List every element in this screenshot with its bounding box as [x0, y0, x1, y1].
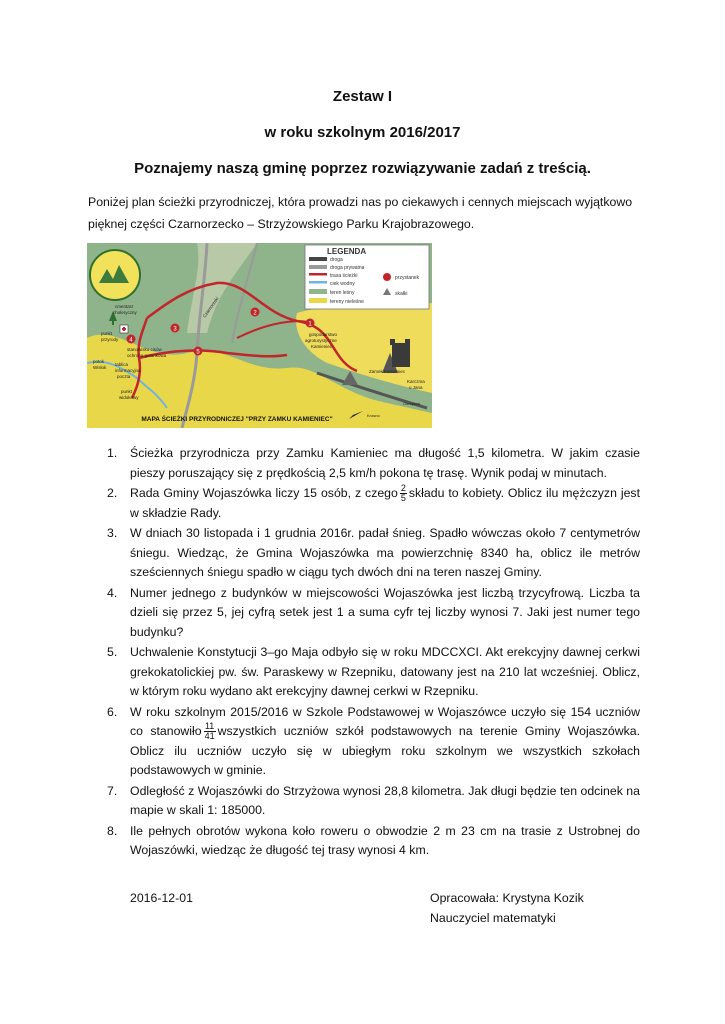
legend-swatch-open-land — [309, 298, 327, 303]
task-item — [0, 484, 640, 523]
footer-role: Nauczyciel matematyki — [430, 911, 556, 925]
legend-swatch-trail — [309, 273, 327, 276]
castle-tower-icon-2 — [405, 339, 410, 345]
intro-paragraph — [88, 191, 640, 235]
task-list — [0, 444, 640, 862]
legend-swatch-forest — [309, 289, 327, 294]
task-item — [0, 643, 640, 702]
label-view-2: widokowy — [119, 395, 139, 400]
stop-marker-1-label: 1 — [308, 321, 312, 328]
footer-date: 2016-12-01 — [130, 891, 193, 905]
label-school: punkt — [101, 331, 113, 336]
fraction-denominator: 41 — [204, 731, 215, 742]
label-school-2: przyrody — [101, 337, 119, 342]
footer-author: Opracowała: Krystyna Kozik — [430, 891, 584, 905]
task-text — [117, 484, 640, 523]
task-number: 8. — [107, 823, 118, 838]
legend-swatch-stream — [309, 281, 327, 284]
task-text-before: Rada Gminy Wojaszówka liczy 15 osób, z czego — [130, 486, 398, 500]
task-text-after: wszystkich uczniów szkół podstawowych na terenie Gminy Wojaszówka. Oblicz ilu uczniów uczyło się w ubiegłym roku szkolnym we wszystkich szkołach podstawowych w gminie. — [130, 724, 640, 777]
legend-label-private-road: droga prywatna — [330, 265, 365, 271]
title-topic: Poznajemy naszą gminę poprzez rozwiązywanie zadań z treścią. — [134, 160, 591, 177]
task-item — [0, 444, 640, 483]
label-castle: Zamek Kamieniec — [369, 369, 406, 374]
task-text — [117, 703, 640, 781]
legend-label-stream: ciek wodny — [330, 281, 355, 287]
task-text: Ścieżka przyrodnicza przy Zamku Kamieniec ma długość 1,5 kilometra. W jakim czasie pieszy poruszający się z prędkością 2,5 km/h pokona tę trasę. Wynik podaj w minutach. — [130, 446, 640, 480]
label-farm-2: agroturystyczne — [305, 338, 337, 343]
task-item — [0, 822, 640, 861]
task-text-before: W roku szkolnym 2015/2016 w Szkole Podstawowej w Wojaszówce uczyło się 154 uczniów co stanowiło — [130, 704, 640, 738]
legend-label-stop: przystanek — [395, 275, 420, 281]
task-text: Numer jednego z budynków w miejscowości Wojaszówka jest liczbą trzycyfrową. Liczba ta dzieli się przez 5, jej cyfrą setek jest 1 a suma cyfr tej liczby wynosi 7. Jaki jest numer tego budynku? — [130, 585, 640, 639]
task-number: 5. — [107, 645, 118, 659]
label-stream-2: Wisłok — [93, 365, 107, 370]
legend-label-open-land: tereny nieleśne — [330, 299, 364, 305]
label-farm: gospodarstwo — [309, 332, 338, 337]
task-number: 6. — [107, 704, 118, 719]
stop-marker-3-label: 3 — [173, 326, 177, 333]
task-item — [0, 584, 640, 643]
label-farm-3: Kamieniec — [311, 344, 333, 349]
legend-label-rocks: skałki — [395, 291, 408, 297]
task-item — [0, 782, 640, 821]
task-item — [0, 524, 640, 583]
trail-map-drawing — [87, 243, 432, 428]
label-tree: tablica — [115, 362, 129, 367]
task-item — [0, 703, 640, 781]
task-number: 1. — [107, 446, 118, 460]
intro-line-2: pięknej części Czarnorzecko – Strzyżowskiego Parku Krajobrazowego. — [88, 217, 475, 231]
fraction-denominator: 5 — [400, 493, 406, 504]
label-stand: stanowisko cisów — [127, 347, 162, 352]
label-stand-2: ochrona gatunkowa — [127, 353, 167, 358]
task-text-after: składu to kobiety. Oblicz ilu mężczyzn jest w składzie Rady. — [130, 486, 640, 520]
label-tree-2: informacyjna — [115, 368, 141, 373]
task-text: Uchwalenie Konstytucji 3–go Maja odbyło się w roku MDCCXCI. Akt erekcyjny dawnej cerkwi grekokatolickiej pw. św. Paraskewy w Rzepniku, datowany jest na 210 lat wcześniej. Oblicz, w którym roku wydano akt erekcyjny dawnej cerkwi w Rzepniku. — [130, 645, 640, 698]
fraction-numerator: 2 — [400, 483, 406, 494]
task-text: Ile pełnych obrotów wykona koło roweru o obwodzie 2 m 23 cm na trasie z Ustrobnej do Wojaszówki, wiedząc że długość tej trasy wynosi 4 km. — [130, 823, 640, 857]
legend-title: LEGENDA — [327, 247, 367, 256]
legend-label-road: droga — [330, 257, 343, 263]
title-set: Zestaw I — [332, 88, 393, 105]
castle-tower-icon — [390, 339, 395, 345]
task-text: Odległość z Wojaszówki do Strzyżowa wynosi 28,8 kilometra. Jak długi będzie ten odcinek na mapie w skali 1: 185000. — [130, 783, 640, 817]
trail-map — [87, 243, 432, 428]
stop-marker-2-label: 2 — [253, 310, 257, 317]
task-number: 2. — [107, 486, 118, 500]
stop-marker-5-label: 5 — [196, 349, 200, 356]
fraction — [400, 484, 407, 503]
stop-marker-4-label: 4 — [129, 337, 133, 344]
label-inn: Karczma — [407, 379, 425, 384]
legend-swatch-road — [309, 257, 327, 261]
label-view: punkt — [121, 389, 133, 394]
fraction — [204, 722, 216, 741]
task-text: W dniach 30 listopada i 1 grudnia 2016r. padał śnieg. Spadło wówczas około 7 centymetrów śniegu. Wiedząc, że Gmina Wojaszówka ma powierzchnię 8340 ha, oblicz ile metrów sześciennych śniegu spadło w ciągu tych dwóch dni na teren naszej Gminy. — [130, 526, 640, 579]
title-year: w roku szkolnym 2016/2017 — [264, 124, 461, 141]
label-tree-3: poczta — [117, 374, 131, 379]
legend-stop-icon — [383, 273, 391, 281]
legend-label-trail: trasa ścieżki — [330, 273, 358, 279]
label-road-north: Czarnorzeki — [201, 296, 220, 319]
intro-line-1: Poniżej plan ścieżki przyrodniczej, która prowadzi nas po ciekawych i cennych miejscach wyjątkowo — [88, 195, 633, 209]
task-number: 4. — [107, 585, 118, 600]
fraction-numerator: 11 — [204, 721, 215, 732]
label-stream: potok — [93, 359, 105, 364]
footer-signature — [430, 888, 584, 928]
legend-label-forest: teren leśny — [330, 290, 355, 296]
task-number: 7. — [107, 783, 118, 798]
legend-swatch-private-road — [309, 265, 327, 269]
label-cemetery: cmentarz — [115, 304, 134, 309]
castle-icon — [392, 343, 410, 367]
label-road: Odrzykoń — [403, 401, 421, 406]
task-number: 3. — [107, 526, 118, 540]
map-caption: MAPA ŚCIEŻKI PRZYRODNICZEJ "PRZY ZAMKU KAMIENIEC" — [141, 416, 333, 423]
label-road-2: Krosno — [367, 413, 380, 418]
label-cemetery-2: choleryczny — [113, 310, 137, 315]
label-inn-2: u Jana — [409, 385, 423, 390]
